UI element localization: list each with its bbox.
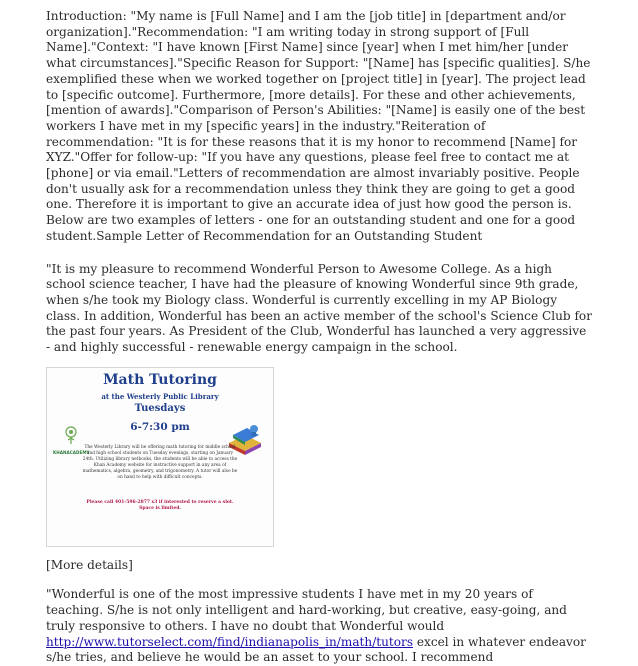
more-details-paragraph: [More details] [46, 557, 133, 572]
flyer-subtitle: at the Westerly Public Library [101, 391, 219, 401]
flyer-time: 6-7:30 pm [130, 420, 190, 433]
document-page [46, 9, 592, 666]
final-paragraph [46, 587, 592, 666]
khan-academy-label: KHANACADEMY [53, 449, 90, 455]
flyer-title: Math Tutoring [103, 371, 217, 388]
flyer-body: The Westerly Library will be offering math tutoring for middle school and high school students on Tuesday evenings, starting on January 24th. Utilizing library netbooks, the students will be able to access the Khan Academy website for instructive support in any area of mathematics, algebra, geometry, and trigonometry. A tutor will also be on hand to help with difficult concepts. [82, 444, 238, 480]
final-text-end: excel in whatever endeavor s/he tries, and believe he would be an asset to your school. I recommend [46, 634, 586, 665]
math-tutoring-flyer-image [46, 367, 274, 547]
flyer-contact: Please call 401-596-2877 x3 if interested to reserve a slot. Space is limited. [86, 499, 234, 512]
flyer-day: Tuesdays [134, 402, 186, 414]
intro-paragraph: Introduction: "My name is [Full Name] and I am the [job title] in [department and/or organization]."Recommendation: "I am writing today in strong support of [Full Name]."Context: "I have known [First Name] since [year] when I met him/her [under what circumstances]."Specific Reason for Support: "[Name] has [specific qualities]. S/he exemplified these when we worked together on [project title] in [year]. The project lead to [specific outcome]. Furthermore, [more details]. For these and other achievements, [mention of awards]."Comparison of Person's Abilities: "[Name] is easily one of the best workers I have met in my [specific years] in the industry."Reiteration of recommendation: "It is for these reasons that it is my honor to recommend [Name] for XYZ."Offer for follow-up: "If you have any questions, please feel free to contact me at [phone] or via email."Letters of recommendation are almost invariably positive. People don't usually ask for a recommendation unless they think they are going to get a good one. Therefore it is important to give an accurate idea of just how good the person is. Below are two examples of letters - one for an outstanding student and one for a good student.Sample Letter of Recommendation for an Outstanding Student [46, 9, 591, 243]
tutorselect-link[interactable]: http://www.tutorselect.com/find/indianapolis_in/math/tutors [46, 634, 414, 649]
khan-academy-icon [60, 424, 82, 446]
letter-paragraph: "It is my pleasure to recommend Wonderful Person to Awesome College. As a high school science teacher, I have had the pleasure of knowing Wonderful since 9th grade, when s/he took my Biology class. Wonderful is currently excelling in my AP Biology class. In addition, Wonderful has been an active member of the school's Science Club for the past four years. As President of the Club, Wonderful has launched a very aggressive - and highly successful - renewable energy campaign in the school. [46, 261, 592, 355]
final-text-start: "Wonderful is one of the most impressive students I have met in my 20 years of teaching. S/he is not only intelligent and hard-working, but creative, easy-going, and truly responsive to others. I have no doubt that Wonderful would [46, 587, 567, 633]
